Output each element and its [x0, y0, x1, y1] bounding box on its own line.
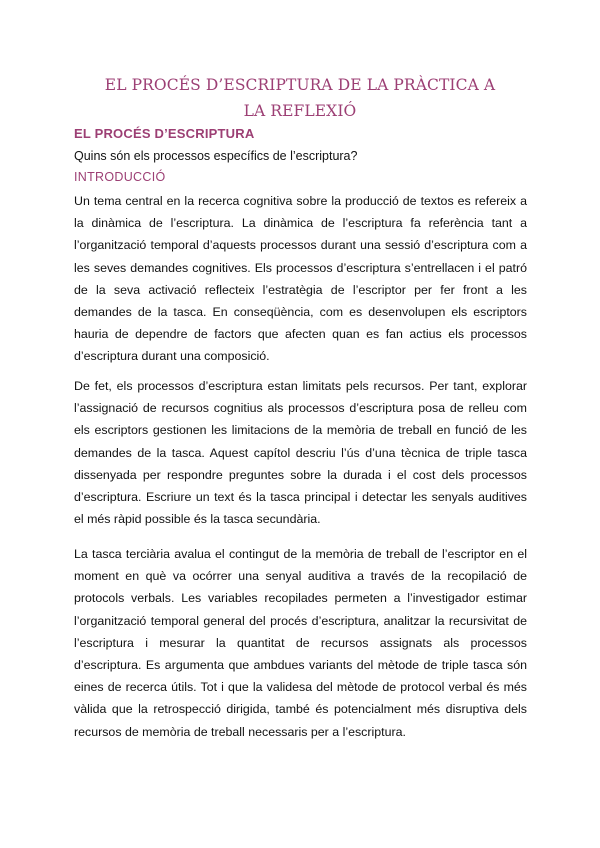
- paragraph-3: La tasca terciària avalua el contingut de la memòria de treball de l’escriptor en el moment en què va ocórrer una senyal auditiva a través de la recopilació de protocols verbals. Les variables recopilades permeten a l’investigador estimar l’organització temporal general del procés d’escriptura, analitzar la recursivitat de l’escriptura i mesurar la quantitat de recursos assignats als processos d’escriptura. Es argumenta que ambdues variants del mètode de triple tasca són eines de recerca útils. Tot i que la validesa del mètode de protocol verbal és més vàlida que la retrospecció dirigida, també és potencialment més disruptiva dels recursos de memòria de treball necessaris per a l’escriptura.: [74, 547, 527, 739]
- section-heading: EL PROCÉS D’ESCRIPTURA: [74, 126, 255, 141]
- section-question: Quins són els processos específics de l’escriptura?: [74, 149, 358, 163]
- paragraph-2: De fet, els processos d’escriptura estan limitats pels recursos. Per tant, explorar l’assignació de recursos cognitius als processos d’escriptura posa de relleu com els escriptors gestionen les limitacions de la memòria de treball en funció de les demandes de la tasca. Aquest capítol descriu l’ús d’una tècnica de triple tasca dissenyada per respondre preguntes sobre la durada i el cost dels processos d’escriptura. Escriure un text és la tasca principal i detectar les senyals auditives el més ràpid possible és la tasca secundària.: [74, 379, 527, 527]
- paragraph-1: Un tema central en la recerca cognitiva sobre la producció de textos es refereix a la dinàmica de l’escriptura. La dinàmica de l’escriptura fa referència tant a l’organització temporal d’aquests processos durant una sessió d’escriptura com a les seves demandes cognitives. Els processos d’escriptura s’entrellacen i el patró de la seva activació reflecteix l’estratègia de l’escriptor per fer front a les demandes de la tasca. En conseqüència, com es desenvolupen els escriptors hauria de dependre de factors que afecten quan es fan actius els processos d’escriptura durant una composició.: [74, 194, 527, 364]
- document-title: EL PROCÉS D’ESCRIPTURA DE LA PRÀCTICA A LA REFLEXIÓ: [104, 76, 496, 120]
- introduction-heading: INTRODUCCIÓ: [74, 170, 166, 184]
